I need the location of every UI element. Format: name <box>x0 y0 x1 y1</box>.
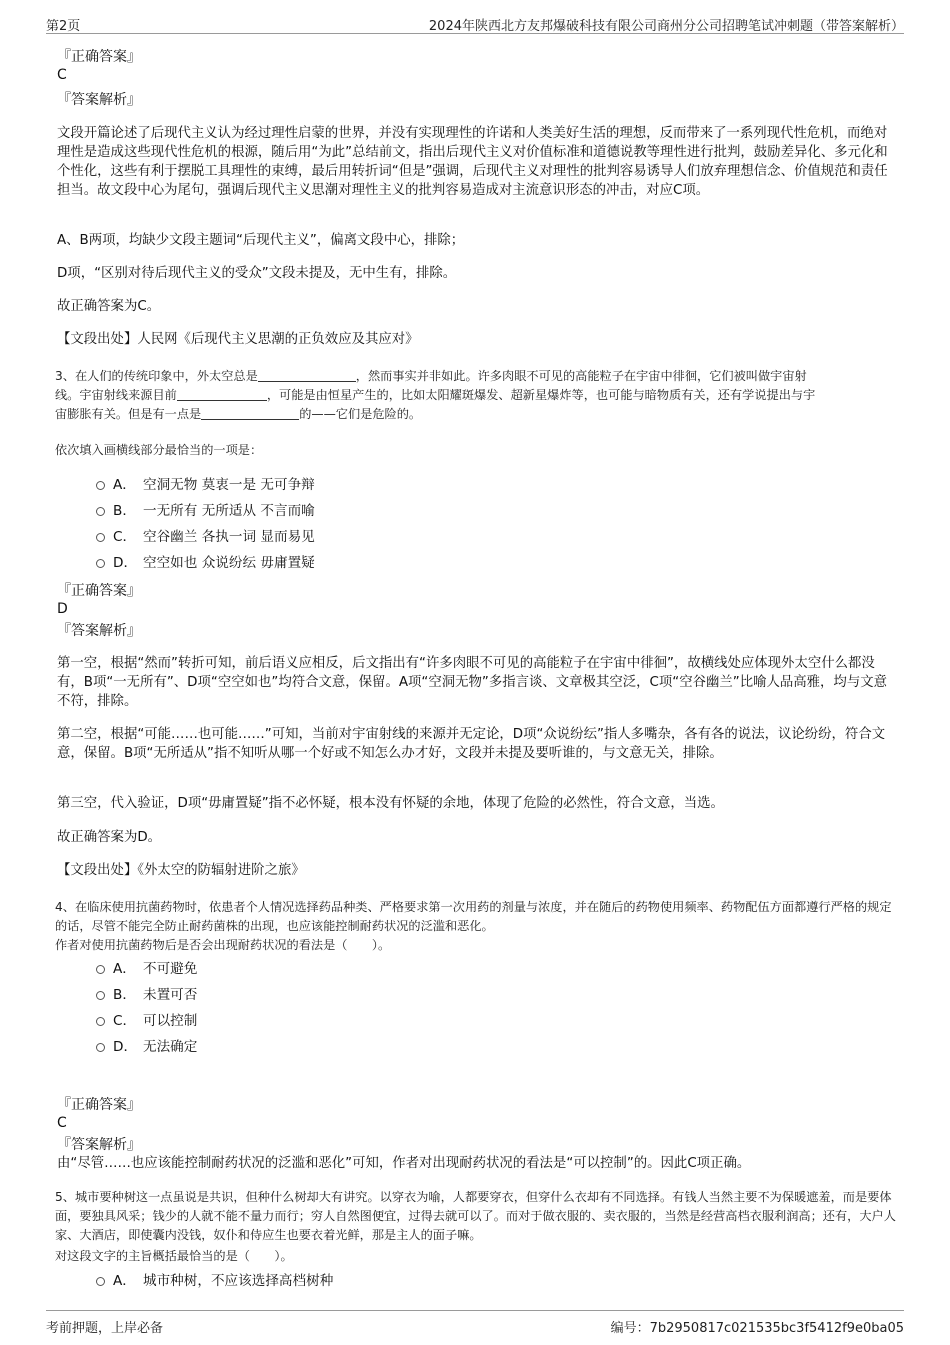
radio-icon[interactable] <box>96 507 105 516</box>
radio-icon[interactable] <box>96 559 105 568</box>
question-stem: 5、城市要种树这一点虽说是共识，但种什么树却大有讲究。以穿衣为喻，人都要穿衣，但穿什么衣却有不同选择。有钱人当然主要不为保暖遮羞，而是要体面，要独具风采；钱少的人就不能不量力而行；穷人自然图便宜，过得去就可以了。而对于做衣服的、卖衣服的，当然是经营高档衣服利润高；还有，大户人家、大酒店，即使囊内没钱，奴仆和侍应生也要衣着光鲜，那是主人的面子嘛。 <box>55 1190 896 1242</box>
question-prompt: 对这段文字的主旨概括最恰当的是（ ）。 <box>55 1249 293 1263</box>
analysis-label: 『答案解析』 <box>57 623 141 639</box>
answer-value: C <box>57 1115 67 1131</box>
fill-blank <box>177 388 267 401</box>
option-a[interactable]: A． 城市种树，不应该选择高档树种 <box>96 1272 333 1290</box>
radio-icon[interactable] <box>96 965 105 974</box>
option-a[interactable]: A． 空洞无物 莫衷一是 无可争辩 <box>96 476 315 494</box>
analysis-paragraph: 第一空，根据“然而”转折可知，前后语义应相反，后文指出有“许多肉眼不可见的高能粒子在宇宙中徘徊”，故横线处应体现外太空什么都没有，B项“一无所有”、D项“空空如也”均符合文意，保留。A项“空洞无物”多指言谈、文章极其空泛，C项“空谷幽兰”比喻人品高雅，均与文意不符，排除。 <box>57 656 887 709</box>
question-prompt: 作者对使用抗菌药物后是否会出现耐药状况的看法是（ ）。 <box>55 938 391 952</box>
analysis-label: 『答案解析』 <box>57 92 141 108</box>
option-c[interactable]: C． 空谷幽兰 各执一词 显而易见 <box>96 528 315 546</box>
question-prompt: 依次填入画横线部分最恰当的一项是： <box>55 443 263 457</box>
radio-icon[interactable] <box>96 1043 105 1052</box>
radio-icon[interactable] <box>96 991 105 1000</box>
answer-value: C <box>57 67 67 83</box>
source-citation: 【文段出处】《外太空的防辐射进阶之旅》 <box>57 863 305 878</box>
footer-slogan: 考前押题，上岸必备 <box>46 1321 164 1336</box>
option-d[interactable]: D． 无法确定 <box>96 1038 197 1056</box>
radio-icon[interactable] <box>96 481 105 490</box>
option-a[interactable]: A． 不可避免 <box>96 960 197 978</box>
page-header <box>46 13 904 34</box>
radio-icon[interactable] <box>96 1017 105 1026</box>
answer-label: 『正确答案』 <box>57 49 141 65</box>
answer-label: 『正确答案』 <box>57 583 141 599</box>
analysis-paragraph: 第二空，根据“可能……也可能……”可知，当前对宇宙射线的来源并无定论，D项“众说纷纭”指人多嘴杂，各有各的说法，议论纷纷，符合文意，保留。B项“无所适从”指不知听从哪一个好或不知怎么办才好，文段并未提及要听谁的，与文意无关，排除。 <box>57 727 886 761</box>
option-d[interactable]: D． 空空如也 众说纷纭 毋庸置疑 <box>96 554 315 572</box>
analysis-paragraph: 文段开篇论述了后现代主义认为经过理性启蒙的世界，并没有实现理性的许诺和人类美好生活的理想，反而带来了一系列现代性危机，而绝对理性是造成这些现代性危机的根源，随后用“为此”总结前文，指出后现代主义对价值标准和道德说教等理性进行批判，鼓励差异化、多元化和个性化，这些有利于摆脱工具理性的束缚，最后用转折词“但是”强调，后现代主义对理性的批判容易诱导人们放弃理想信念、价值规范和责任担当。故文段中心为尾句，强调后现代主义思潮对理性主义的批判容易造成对主流意识形态的冲击，对应C项。 <box>57 126 888 198</box>
analysis-paragraph: D项，“区别对待后现代主义的受众”文段未提及，无中生有，排除。 <box>57 266 457 281</box>
answer-value: D <box>57 601 68 617</box>
document-id: 编号：7b2950817c021535bc3f5412f9e0ba05 <box>610 1321 904 1336</box>
option-b[interactable]: B． 未置可否 <box>96 986 197 1004</box>
analysis-paragraph: A、B两项，均缺少文段主题词“后现代主义”，偏离文段中心，排除； <box>57 233 465 248</box>
page-number: 第2页 <box>46 19 81 34</box>
question-stem: 4、在临床使用抗菌药物时，依患者个人情况选择药品种类、严格要求第一次用药的剂量与浓度，并在随后的药物使用频率、药物配伍方面都遵行严格的规定的话，尽管不能完全防止耐药菌株的出现，也应该能控制耐药状况的泛滥和恶化。 <box>55 900 892 933</box>
analysis-conclusion: 故正确答案为C。 <box>57 299 161 314</box>
answer-label: 『正确答案』 <box>57 1097 141 1113</box>
radio-icon[interactable] <box>96 533 105 542</box>
option-b[interactable]: B． 一无所有 无所适从 不言而喻 <box>96 502 315 520</box>
fill-blank <box>258 369 356 382</box>
document-title: 2024年陕西北方友邦爆破科技有限公司商州分公司招聘笔试冲刺题（带答案解析） <box>428 19 904 34</box>
source-citation: 【文段出处】人民网《后现代主义思潮的正负效应及其应对》 <box>57 332 419 347</box>
option-c[interactable]: C． 可以控制 <box>96 1012 197 1030</box>
analysis-label: 『答案解析』 <box>57 1137 141 1153</box>
analysis-paragraph: 第三空，代入验证，D项“毋庸置疑”指不必怀疑，根本没有怀疑的余地，体现了危险的必然性，符合文意，当选。 <box>57 796 724 811</box>
analysis-conclusion: 故正确答案为D。 <box>57 830 162 845</box>
fill-blank <box>201 407 299 420</box>
question-stem: 3、在人们的传统印象中，外太空总是 ，然而事实并非如此。许多肉眼不可见的高能粒子在宇宙中徘徊，它们被叫做宇宙射 线。宇宙射线来源目前 ，可能是由恒星产生的，比如太阳耀斑爆发、超新星爆炸等，也可能与暗物质有关，还有学说提出与宇 宙膨胀有关。但是有一点是 的——它们是危险的。 <box>55 369 816 421</box>
radio-icon[interactable] <box>96 1277 105 1286</box>
page-footer <box>46 1310 904 1335</box>
analysis-paragraph: 由“尽管……也应该能控制耐药状况的泛滥和恶化”可知，作者对出现耐药状况的看法是“可以控制”的。因此C项正确。 <box>57 1156 751 1171</box>
